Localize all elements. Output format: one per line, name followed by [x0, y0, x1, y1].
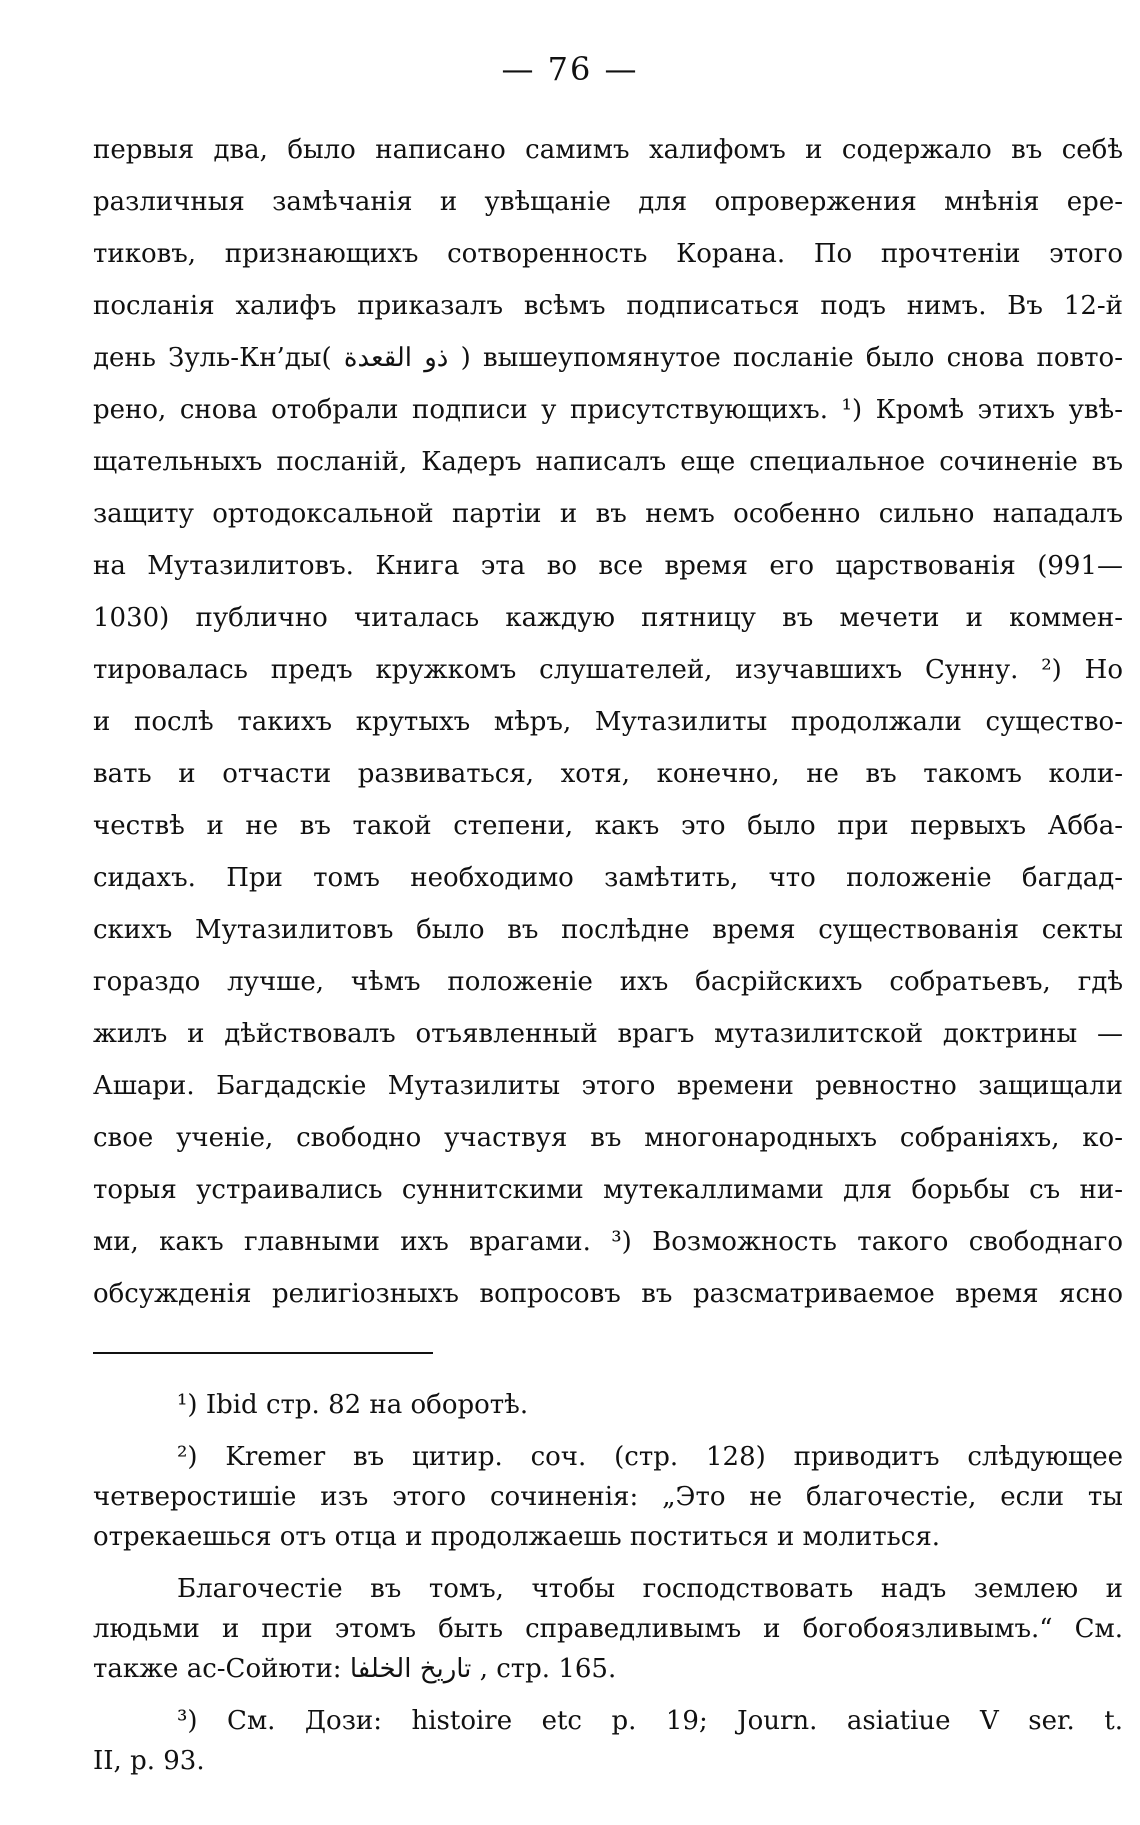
footnote-divider [93, 1352, 433, 1354]
body-line: торыя устраивались суннитскими мутекаллимами для борьбы съ ни- [93, 1175, 1123, 1205]
footnote-2-line: четверостишіе изъ этого сочиненія: „Это не благочестіе, если ты [93, 1482, 1123, 1512]
body-line: первыя два, было написано самимъ халифомъ и содержало въ себѣ [93, 135, 1123, 165]
body-line: 1030) публично читалась каждую пятницу въ мечети и коммен- [93, 603, 1123, 633]
body-line: щательныхъ посланій, Кадеръ написалъ еще специальное сочиненіе въ [93, 447, 1123, 477]
body-line: посланія халифъ приказалъ всѣмъ подписаться подъ нимъ. Въ 12-й [93, 291, 1123, 321]
footnote-2-suffix: , стр. 165. [479, 1654, 617, 1684]
footnote-1: ¹) Ibid стр. 82 на оборотѣ. [177, 1390, 529, 1420]
body-line: ми, какъ главными ихъ врагами. ³) Возможность такого свободнаго [93, 1227, 1123, 1257]
footnote-2-cont-line: Благочестіе въ томъ, чтобы господствовать надъ землею и [177, 1574, 1123, 1604]
body-line: чествѣ и не въ такой степени, какъ это было при первыхъ Абба- [93, 811, 1123, 841]
body-line: обсужденія религіозныхъ вопросовъ въ разсматриваемое время ясно [93, 1279, 1123, 1309]
body-line: Ашари. Багдадскіе Мутазилиты этого времени ревностно защищали [93, 1071, 1123, 1101]
body-text [93, 124, 1123, 1320]
footnotes [93, 1385, 1123, 1781]
body-line: сидахъ. При томъ необходимо замѣтить, что положеніе багдад- [93, 863, 1123, 893]
body-line: гораздо лучше, чѣмъ положеніе ихъ басрійскихъ собратьевъ, гдѣ [93, 967, 1123, 997]
body-line: и послѣ такихъ крутыхъ мѣръ, Мутазилиты продолжали существо- [93, 707, 1123, 737]
footnote-3-line: II, p. 93. [93, 1746, 205, 1776]
footnote-3-line: ³) См. Дози: histoire etc p. 19; Journ. asiatiue V ser. t. [177, 1706, 1123, 1736]
body-line: свое ученіе, свободно участвуя въ многонародныхъ собраніяхъ, ко- [93, 1123, 1123, 1153]
body-line: вать и отчасти развиваться, хотя, конечно, не въ такомъ коли- [93, 759, 1123, 789]
footnote-2-prefix: также ас-Сойюти: [93, 1654, 342, 1684]
footnote-2-line: ²) Kremer въ цитир. соч. (стр. 128) приводитъ слѣдующее [177, 1442, 1123, 1472]
arabic-title: تاريخ الخلفا [349, 1654, 472, 1684]
footnote-2-cont-line: людьми и при этомъ быть справедливымъ и богобоязливымъ.“ См. [93, 1614, 1123, 1644]
body-line: защиту ортодоксальной партіи и въ немъ особенно сильно нападалъ [93, 499, 1123, 529]
body-line: день Зуль-Кн’ды( ذو القعدة ) вышеупомянутое посланіе было снова повто- [93, 343, 1123, 373]
body-line: различныя замѣчанія и увѣщаніе для опровержения мнѣнія ере- [93, 187, 1123, 217]
body-line: на Мутазилитовъ. Книга эта во все время его царствованія (991— [93, 551, 1123, 581]
body-line: скихъ Мутазилитовъ было въ послѣдне время существованія секты [93, 915, 1123, 945]
body-line: жилъ и дѣйствовалъ отъявленный врагъ мутазилитской доктрины — [93, 1019, 1123, 1049]
body-line: тиковъ, признающихъ сотворенность Корана. По прочтеніи этого [93, 239, 1123, 269]
page-number: — 76 — [501, 50, 639, 88]
footnote-2-last-line [93, 1649, 1123, 1689]
footnote-2-line: отрекаешься отъ отца и продолжаешь поститься и молиться. [93, 1522, 941, 1552]
body-line: рено, снова отобрали подписи у присутствующихъ. ¹) Кромѣ этихъ увѣ- [93, 395, 1123, 425]
body-line: тировалась предъ кружкомъ слушателей, изучавшихъ Сунну. ²) Но [93, 655, 1123, 685]
